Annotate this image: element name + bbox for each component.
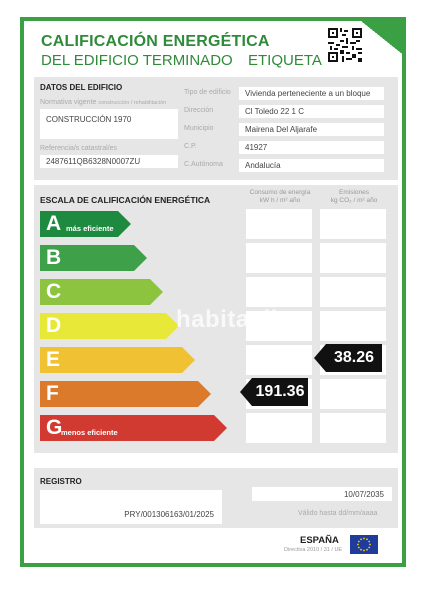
class-bar-arrow <box>118 211 131 237</box>
class-bar-g <box>40 415 214 441</box>
emissions-cell <box>320 413 386 443</box>
eu-star <box>357 544 359 546</box>
building-section-title: DATOS DEL EDIFICIO <box>40 83 123 92</box>
field-label-cp: C.P. <box>184 143 197 150</box>
badge-value: 38.26 <box>333 349 375 366</box>
eu-star <box>368 547 370 549</box>
class-sublabel: menos eficiente <box>61 428 118 437</box>
consumption-cell <box>246 277 312 307</box>
field-label-municipio: Municipio <box>184 125 214 132</box>
class-letter: C <box>46 280 62 303</box>
eu-star <box>369 544 371 546</box>
consumption-cell <box>246 413 312 443</box>
class-bar-arrow <box>134 245 147 271</box>
normativa-label: Normativa vigente construcción / rehabilitación <box>40 99 167 106</box>
registry-number: PRY/001306163/01/2025 <box>40 490 222 524</box>
title-line-2: DEL EDIFICIO TERMINADO <box>41 52 233 69</box>
country-label: ESPAÑA <box>300 535 339 546</box>
eu-flag-icon <box>350 535 378 554</box>
field-label-tipo: Tipo de edificio <box>184 89 231 96</box>
class-bar-f <box>40 381 198 407</box>
etiqueta-label: ETIQUETA <box>248 52 322 69</box>
class-letter: D <box>46 314 62 337</box>
eu-star <box>363 538 365 540</box>
emissions-cell <box>320 243 386 273</box>
class-letter: F <box>46 382 59 405</box>
consumption-cell <box>246 209 312 239</box>
class-letter: G <box>46 416 63 439</box>
class-sublabel: más eficiente <box>66 224 114 233</box>
emissions-rating-badge <box>326 344 382 372</box>
class-letter: E <box>46 348 61 371</box>
label-frame <box>20 17 406 567</box>
class-bar-arrow <box>214 415 227 441</box>
class-bar-arrow <box>150 279 163 305</box>
class-bar-c <box>40 279 150 305</box>
emissions-cell <box>320 209 386 239</box>
class-bar-d <box>40 313 166 339</box>
field-value-municipio: Mairena Del Aljarafe <box>239 123 384 136</box>
cadastral-ref-value: 2487611QB6328N0007ZU <box>40 155 178 168</box>
eu-star <box>358 547 360 549</box>
class-letter: A <box>46 212 62 235</box>
emissions-cell <box>320 277 386 307</box>
eu-star <box>363 550 365 552</box>
field-value-cp: 41927 <box>239 141 384 154</box>
badge-pointer <box>314 344 326 372</box>
consumption-cell <box>246 345 312 375</box>
title-line-1: CALIFICACIÓN ENERGÉTICA <box>41 33 270 50</box>
directive-label: Directiva 2010 / 31 / UE <box>284 547 343 553</box>
field-label-direccion: Dirección <box>184 107 214 114</box>
consumption-rating-badge <box>252 378 308 406</box>
field-label-comunidad: C.Autónoma <box>184 161 223 168</box>
normativa-value: CONSTRUCCIÓN 1970 <box>40 109 178 139</box>
watermark-text: habitaclia <box>176 306 292 333</box>
eu-star <box>360 549 362 551</box>
badge-pointer <box>240 378 252 406</box>
class-letter: B <box>46 246 62 269</box>
class-bar-e <box>40 347 182 373</box>
field-value-comunidad: Andalucía <box>239 159 384 172</box>
emissions-column-header: Emisiones kg CO₂ / m² año <box>330 189 378 204</box>
registry-panel <box>34 468 398 528</box>
emissions-cell <box>320 379 386 409</box>
badge-value: 191.36 <box>255 383 305 400</box>
corner-tab <box>356 17 406 57</box>
emissions-cell <box>320 311 386 341</box>
scale-section-title: ESCALA DE CALIFICACIÓN ENERGÉTICA <box>40 195 211 205</box>
valid-until-date: 10/07/2035 <box>252 487 392 501</box>
valid-until-label: Válido hasta dd/mm/aaaa <box>298 510 378 517</box>
field-value-tipo: Vivienda perteneciente a un bloque <box>239 87 384 100</box>
field-value-direccion: Cl Toledo 22 1 C <box>239 105 384 118</box>
cadastral-ref-label: Referencia/s catastral/es <box>40 145 118 152</box>
class-bar-arrow <box>182 347 195 373</box>
consumption-column-header: Consumo de energía kW h / m² año <box>249 189 311 204</box>
registry-section-title: REGISTRO <box>40 477 82 486</box>
eu-star <box>366 538 368 540</box>
qr-code-icon <box>328 28 362 62</box>
eu-star <box>358 541 360 543</box>
building-data-panel <box>34 77 398 180</box>
consumption-cell <box>246 243 312 273</box>
class-bar-arrow <box>198 381 211 407</box>
eu-star <box>366 549 368 551</box>
class-bar-a <box>40 211 118 237</box>
eu-star <box>360 538 362 540</box>
class-bar-b <box>40 245 134 271</box>
eu-star <box>368 541 370 543</box>
